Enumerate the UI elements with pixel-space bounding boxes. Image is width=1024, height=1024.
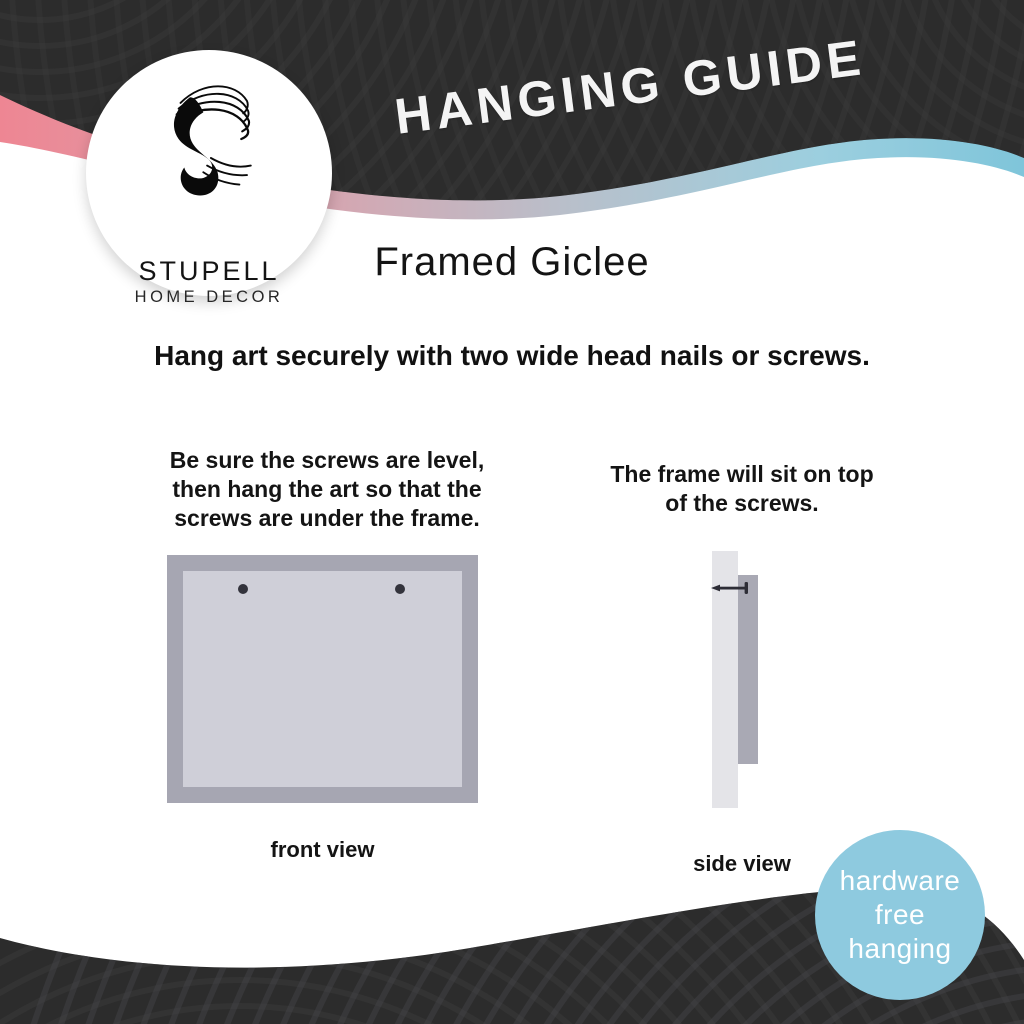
brand-tagline: HOME DECOR [134,288,284,306]
nail-icon [710,580,752,596]
stupell-s-logo-icon [152,74,266,204]
front-instructions-line: then hang the art so that the [172,476,482,502]
brand-logo-circle [86,50,332,306]
hardware-free-badge [815,830,985,1000]
badge-line: free [874,899,926,930]
side-view-frame-bar [738,575,758,764]
product-title: Framed Giclee [374,240,650,284]
brand-name: STUPELL [138,256,280,286]
front-instructions-line: Be sure the screws are level, [169,447,485,473]
front-frame-inner [183,571,462,787]
badge-line: hardware [839,865,961,896]
side-instructions-line: of the screws. [665,490,819,516]
side-view-label: side view [693,851,791,876]
page-title: HANGING GUIDE [391,29,869,145]
screw-dot-left [238,584,248,594]
badge-line: hanging [848,933,952,964]
front-view-label: front view [270,837,375,862]
side-instructions [562,460,922,518]
front-instructions [122,446,532,533]
intro-text: Hang art securely with two wide head nails or screws. [154,340,870,371]
screw-dot-right [395,584,405,594]
front-instructions-line: screws are under the frame. [174,505,480,531]
side-instructions-line: The frame will sit on top [610,461,874,487]
front-view-diagram [167,555,478,803]
